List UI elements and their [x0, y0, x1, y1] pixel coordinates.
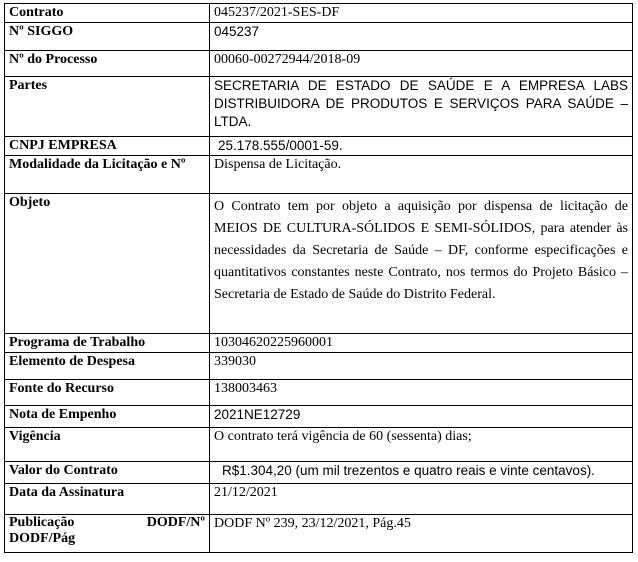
value-fonte: 138003463: [210, 380, 633, 406]
row-publicacao: [5, 515, 633, 553]
label-vigencia: Vigência: [5, 428, 210, 462]
row-empenho: [5, 406, 633, 428]
row-cnpj: [5, 137, 633, 156]
value-empenho: 2021NE12729: [210, 406, 633, 428]
value-publicacao: DODF Nº 239, 23/12/2021, Pág.45: [210, 515, 633, 553]
label-programa: Programa de Trabalho: [5, 334, 210, 353]
label-publicacao: [5, 515, 210, 553]
row-processo: [5, 51, 633, 77]
label-siggo: Nº SIGGO: [5, 23, 210, 51]
value-valor: R$1.304,20 (um mil trezentos e quatro reais e vinte centavos).: [210, 462, 633, 484]
label-valor: Valor do Contrato: [5, 462, 210, 484]
row-fonte: [5, 380, 633, 406]
label-fonte: Fonte do Recurso: [5, 380, 210, 406]
value-assinatura: 21/12/2021: [210, 484, 633, 515]
label-objeto: Objeto: [5, 194, 210, 334]
row-vigencia: [5, 428, 633, 462]
value-cnpj: 25.178.555/0001-59.: [210, 137, 633, 156]
row-objeto: [5, 194, 633, 334]
label-publicacao-part2: DODF/Nº: [146, 515, 205, 530]
label-processo: Nº do Processo: [5, 51, 210, 77]
value-vigencia: O contrato terá vigência de 60 (sessenta) dias;: [210, 428, 633, 462]
value-elemento: 339030: [210, 353, 633, 380]
value-partes: SECRETARIA DE ESTADO DE SAÚDE E A EMPRESA LABS DISTRIBUIDORA DE PRODUTOS E SERVIÇOS PARA SAÚDE – LTDA.: [210, 77, 633, 137]
value-programa: 10304620225960001: [210, 334, 633, 353]
row-elemento: [5, 353, 633, 380]
value-modalidade: Dispensa de Licitação.: [210, 156, 633, 194]
row-valor: [5, 462, 633, 484]
row-siggo: [5, 23, 633, 51]
label-publicacao-part1: Publicação: [9, 515, 75, 530]
label-cnpj: CNPJ EMPRESA: [5, 137, 210, 156]
label-assinatura: Data da Assinatura: [5, 484, 210, 515]
row-contrato: [5, 4, 633, 23]
value-processo: 00060-00272944/2018-09: [210, 51, 633, 77]
row-modalidade: [5, 156, 633, 194]
row-partes: [5, 77, 633, 137]
label-contrato: Contrato: [5, 4, 210, 23]
value-siggo: 045237: [210, 23, 633, 51]
label-elemento: Elemento de Despesa: [5, 353, 210, 380]
value-contrato: 045237/2021-SES-DF: [210, 4, 633, 23]
contract-summary-table: [4, 3, 633, 553]
label-publicacao-part3: DODF/Pág: [9, 531, 76, 546]
row-assinatura: [5, 484, 633, 515]
value-objeto: O Contrato tem por objeto a aquisição por dispensa de licitação de MEIOS DE CULTURA-SÓLIDOS E SEMI-SÓLIDOS, para atender às necessidades da Secretaria de Saúde – DF, conforme especificações e quantitativos constantes neste Contrato, nos termos do Projeto Básico – Secretaria de Estado de Saúde do Distrito Federal.: [210, 194, 633, 334]
row-programa: [5, 334, 633, 353]
label-modalidade: Modalidade da Licitação e Nº: [5, 156, 210, 194]
label-partes: Partes: [5, 77, 210, 137]
label-empenho: Nota de Empenho: [5, 406, 210, 428]
